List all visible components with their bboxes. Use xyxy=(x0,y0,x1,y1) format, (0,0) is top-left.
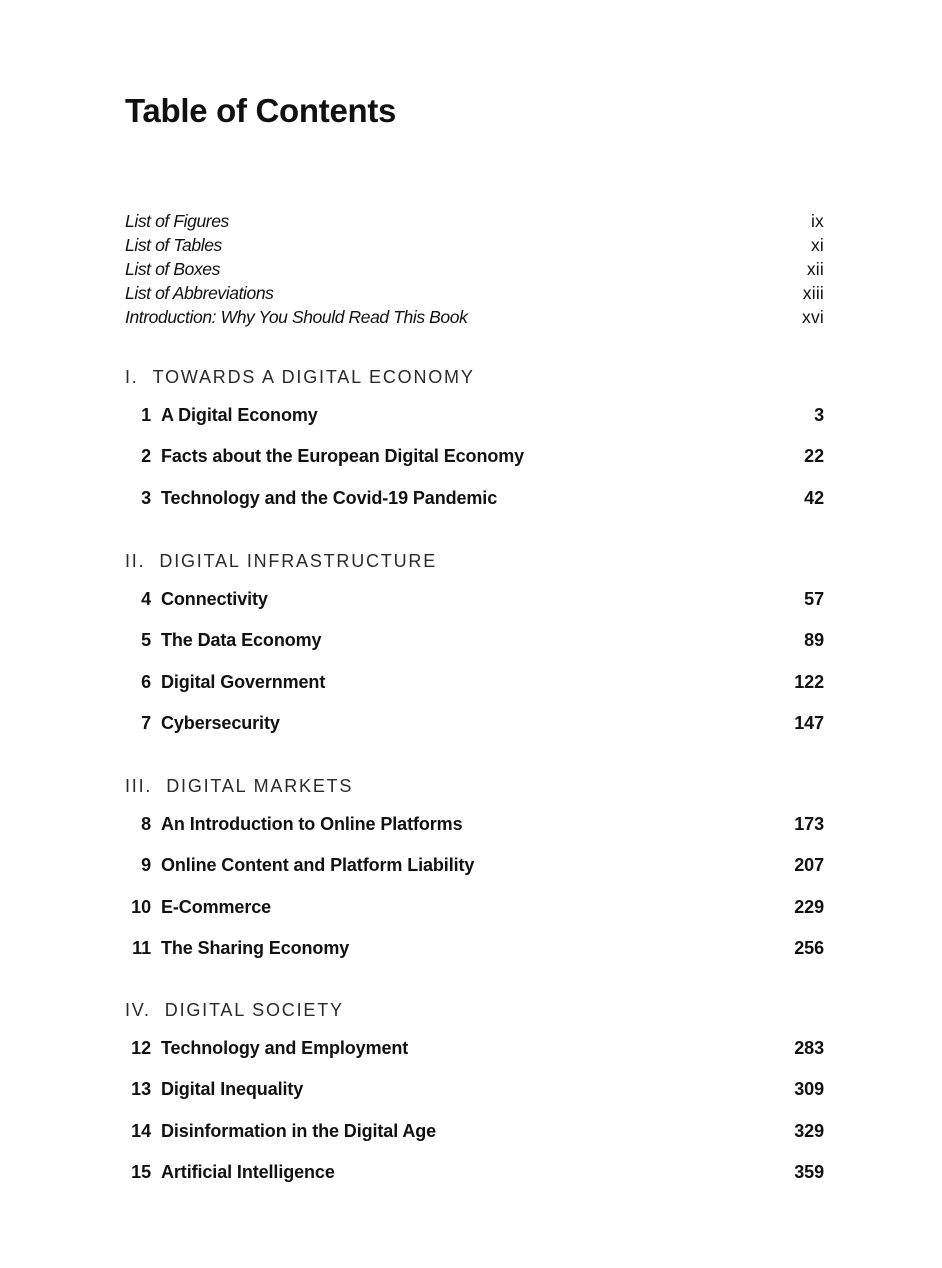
chapter-page: 147 xyxy=(794,712,824,733)
chapter-number: 13 xyxy=(131,1079,151,1100)
chapter-entry[interactable] xyxy=(125,628,824,669)
chapter-number: 5 xyxy=(141,630,151,651)
part-title: TOWARDS A DIGITAL ECONOMY xyxy=(152,367,475,387)
chapter-number: 1 xyxy=(141,405,151,425)
chapter-page: 359 xyxy=(794,1161,824,1182)
chapter-page: 89 xyxy=(804,630,824,651)
chapter-entry[interactable] xyxy=(125,670,824,711)
front-matter-item[interactable] xyxy=(125,305,824,329)
front-matter-item[interactable] xyxy=(125,257,824,281)
chapter-page: 207 xyxy=(794,855,824,876)
chapter-page: 3 xyxy=(814,405,824,425)
front-matter-page: xiii xyxy=(802,283,824,303)
chapter-entry[interactable] xyxy=(125,895,824,936)
front-matter-label: Introduction: Why You Should Read This Book xyxy=(125,307,468,327)
chapter-entry[interactable] xyxy=(125,1077,824,1118)
chapter-entry[interactable] xyxy=(125,444,824,485)
chapter-entry[interactable] xyxy=(125,1160,824,1201)
part-numeral: II. xyxy=(125,551,146,571)
part-numeral: IV. xyxy=(125,1000,151,1020)
toc-page xyxy=(125,0,824,1268)
chapter-entry[interactable] xyxy=(125,812,824,853)
chapter-number: 11 xyxy=(132,937,151,958)
chapter-title: The Data Economy xyxy=(161,630,322,651)
chapter-page: 229 xyxy=(794,896,824,917)
chapter-number: 6 xyxy=(141,671,151,692)
chapter-number: 3 xyxy=(141,487,151,508)
part-section-4 xyxy=(125,995,824,1201)
chapter-entry[interactable] xyxy=(125,1119,824,1160)
chapter-number: 2 xyxy=(141,446,151,467)
chapter-entry[interactable] xyxy=(125,486,824,527)
chapter-page: 173 xyxy=(794,814,824,834)
front-matter-page: xvi xyxy=(802,307,824,327)
chapter-entry[interactable] xyxy=(125,587,824,628)
part-numeral: III. xyxy=(125,776,153,796)
chapter-number: 15 xyxy=(131,1161,151,1182)
chapter-title: An Introduction to Online Platforms xyxy=(161,814,463,834)
chapter-number: 8 xyxy=(141,814,151,834)
chapter-list xyxy=(125,812,824,977)
part-numeral: I. xyxy=(125,367,139,387)
chapter-title: Online Content and Platform Liability xyxy=(161,855,475,876)
chapter-title: Disinformation in the Digital Age xyxy=(161,1120,437,1141)
chapter-title: A Digital Economy xyxy=(161,405,318,425)
chapter-entry[interactable] xyxy=(125,403,824,444)
chapter-entry[interactable] xyxy=(125,711,824,752)
front-matter-item[interactable] xyxy=(125,233,824,257)
chapter-title: Connectivity xyxy=(161,589,268,609)
chapter-page: 57 xyxy=(804,589,824,609)
front-matter-label: List of Tables xyxy=(125,235,222,255)
chapter-title: Digital Inequality xyxy=(161,1079,304,1100)
part-title: DIGITAL INFRASTRUCTURE xyxy=(159,551,438,571)
front-matter-page: xii xyxy=(806,259,824,279)
chapter-page: 22 xyxy=(804,446,824,467)
chapter-page: 122 xyxy=(794,671,824,692)
chapter-title: E-Commerce xyxy=(161,896,272,917)
chapter-number: 10 xyxy=(131,896,151,917)
front-matter-page: ix xyxy=(810,211,824,231)
front-matter-label: List of Boxes xyxy=(125,259,220,279)
front-matter-list xyxy=(125,209,824,329)
part-heading[interactable] xyxy=(125,771,824,801)
chapter-number: 7 xyxy=(141,712,151,733)
chapter-page: 283 xyxy=(794,1038,824,1058)
chapter-list xyxy=(125,587,824,752)
part-section-2 xyxy=(125,546,824,752)
part-title: DIGITAL SOCIETY xyxy=(164,1000,344,1020)
chapter-entry[interactable] xyxy=(125,1036,824,1077)
part-heading[interactable] xyxy=(125,546,824,576)
chapter-title: Cybersecurity xyxy=(161,712,280,733)
part-heading[interactable] xyxy=(125,362,824,392)
chapter-page: 329 xyxy=(794,1120,824,1141)
front-matter-label: List of Figures xyxy=(125,211,229,231)
chapter-page: 256 xyxy=(794,937,824,958)
chapter-entry[interactable] xyxy=(125,936,824,977)
chapter-list xyxy=(125,403,824,527)
chapter-number: 14 xyxy=(131,1120,151,1141)
chapter-title: Technology and Employment xyxy=(161,1038,409,1058)
chapter-number: 4 xyxy=(141,589,151,609)
front-matter-item[interactable] xyxy=(125,209,824,233)
chapter-title: Technology and the Covid-19 Pandemic xyxy=(161,487,498,508)
front-matter-page: xi xyxy=(810,235,824,255)
page-title: Table of Contents xyxy=(125,92,397,129)
part-title: DIGITAL MARKETS xyxy=(166,776,354,796)
chapter-page: 309 xyxy=(794,1079,824,1100)
chapter-title: Artificial Intelligence xyxy=(161,1161,335,1182)
front-matter-label: List of Abbreviations xyxy=(125,283,274,303)
part-section-3 xyxy=(125,771,824,977)
part-heading[interactable] xyxy=(125,995,824,1025)
chapter-title: Facts about the European Digital Economy xyxy=(161,446,525,467)
chapter-page: 42 xyxy=(804,487,824,508)
part-section-1 xyxy=(125,362,824,527)
front-matter-item[interactable] xyxy=(125,281,824,305)
chapter-title: Digital Government xyxy=(161,671,326,692)
chapter-number: 12 xyxy=(131,1038,151,1058)
chapter-title: The Sharing Economy xyxy=(161,937,350,958)
chapter-list xyxy=(125,1036,824,1201)
chapter-entry[interactable] xyxy=(125,853,824,894)
chapter-number: 9 xyxy=(141,855,151,876)
